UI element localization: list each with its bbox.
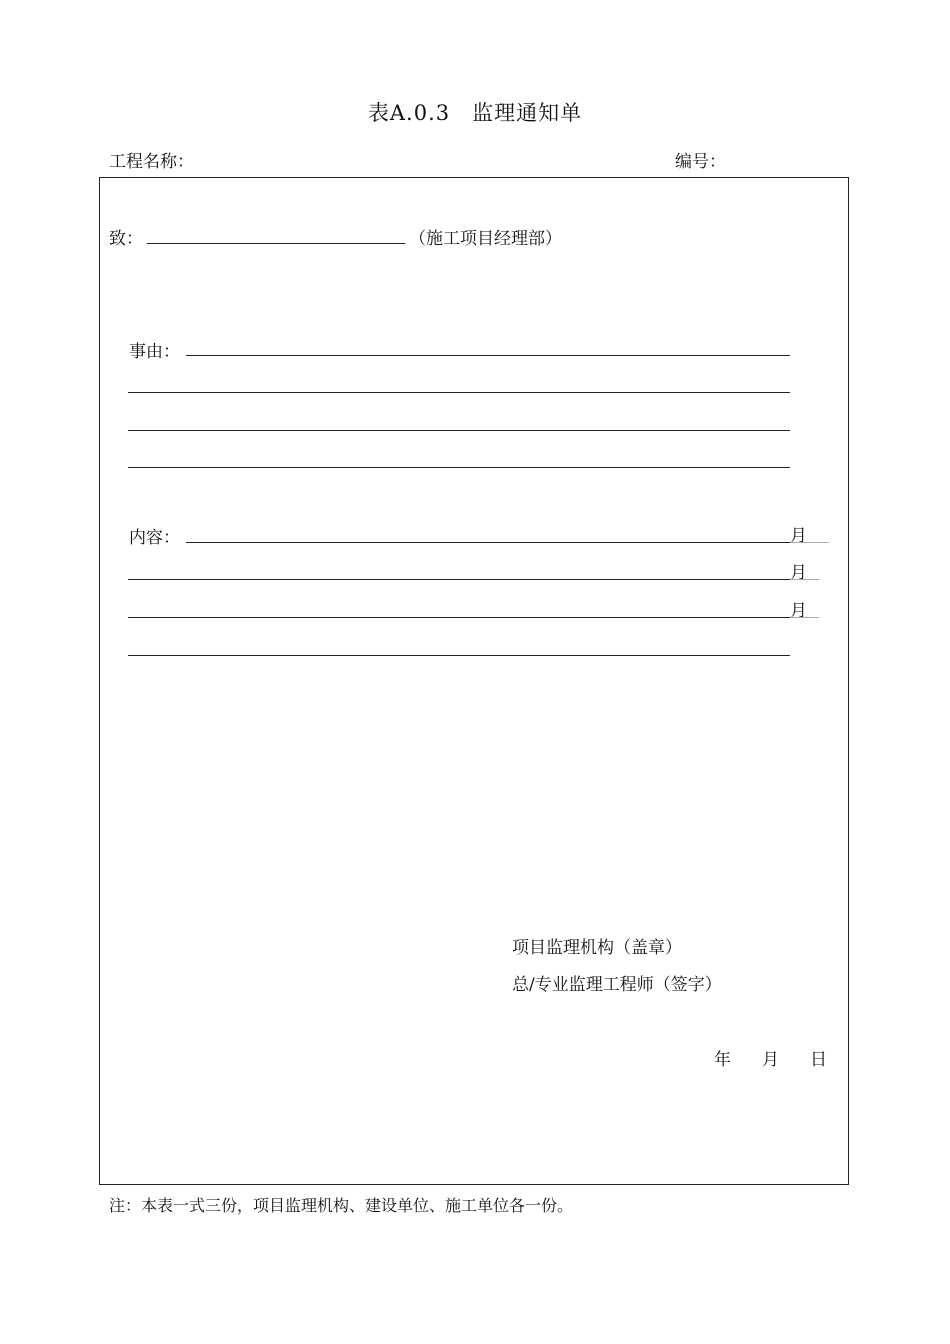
content-month-underline-1: [790, 542, 829, 543]
content-month-mark-3: 月: [790, 601, 807, 621]
date-day: 日: [810, 1050, 827, 1070]
number-label: 编号：: [675, 152, 726, 172]
reason-line-2[interactable]: [128, 392, 790, 393]
content-line-2[interactable]: [128, 579, 790, 580]
content-month-mark-1: 月: [790, 526, 807, 546]
content-line-4[interactable]: [128, 655, 790, 656]
content-month-underline-2: [790, 579, 819, 580]
reason-line-1[interactable]: [186, 355, 790, 356]
to-suffix: （施工项目经理部）: [409, 229, 562, 249]
content-line-3[interactable]: [128, 617, 790, 618]
content-label: 内容：: [129, 528, 180, 548]
to-label: 致：: [109, 229, 143, 249]
content-line-1[interactable]: [186, 542, 790, 543]
form-frame: [99, 177, 849, 1185]
date-year: 年: [714, 1050, 731, 1070]
project-name-label: 工程名称：: [109, 152, 194, 172]
date-month: 月: [762, 1050, 779, 1070]
engineer-sign-label: 总/专业监理工程师（签字）: [512, 975, 722, 995]
reason-label: 事由：: [129, 342, 180, 362]
org-seal-label: 项目监理机构（盖章）: [512, 938, 682, 958]
to-recipient-line[interactable]: [147, 243, 405, 244]
footnote: 注：本表一式三份，项目监理机构、建设单位、施工单位各一份。: [109, 1196, 574, 1215]
content-month-underline-3: [790, 617, 819, 618]
reason-line-4[interactable]: [128, 467, 790, 468]
reason-line-3[interactable]: [128, 430, 790, 431]
content-month-mark-2: 月: [790, 563, 807, 583]
form-title: 表A.0.3 监理通知单: [367, 101, 583, 125]
